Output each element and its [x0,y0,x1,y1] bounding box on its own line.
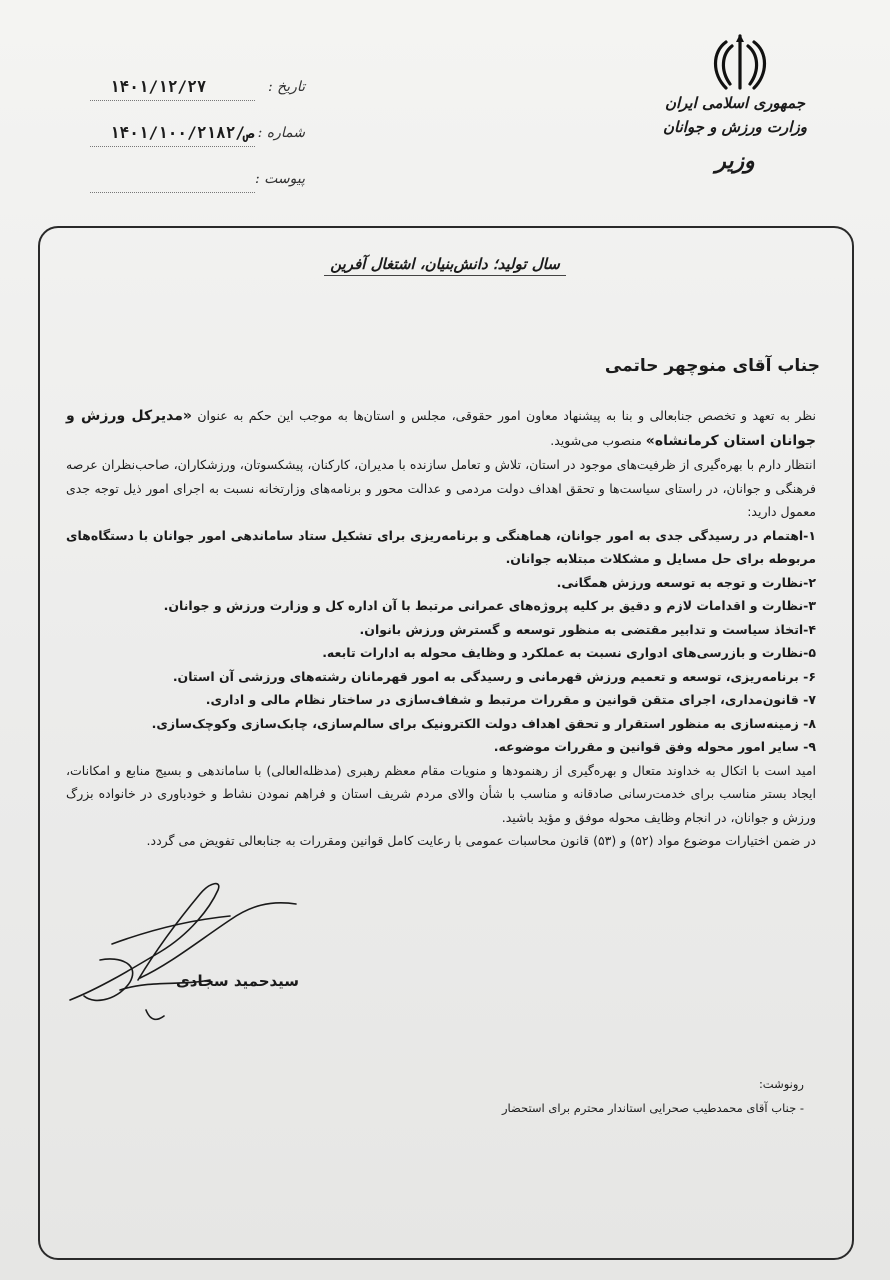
number-value: ۱۴۰۱/۱۰۰/۲۱۸۲/ص [110,123,255,142]
number-row [90,101,305,147]
attachment-label: پیوست : [255,171,305,187]
cc-line: - جناب آقای محمدطیب صحرایی استاندار محترم برای استحضار [501,1101,804,1115]
date-label: تاریخ : [267,79,305,95]
list-item: ۸- زمینه‌سازی به منظور استقرار و تحقق اهداف دولت الکترونیک برای سالم‌سازی، چابک‌سازی وکوچک‌سازی. [151,715,816,731]
date-value: ۱۴۰۱/۱۲/۲۷ [110,77,207,96]
ministry-name: وزارت ورزش و جوانان [663,118,807,136]
recipient-name: جناب آقای منوچهر حاتمی [604,356,820,376]
cc-label: رونوشت: [758,1077,804,1091]
list-item: ۱-اهتمام در رسیدگی جدی به امور جوانان، هماهنگی و برنامه‌ریزی برای تشکیل ستاد ساماندهی امور جوانان با دستگاه‌های مربوطه برای حل مسایل و مشکلات مبتلابه جوانان. [66,527,816,566]
list-item: ۲-نظارت و توجه به توسعه ورزش همگانی. [556,574,816,590]
letter-meta [90,55,305,193]
appointment-title: «مدیرکل ورزش و جوانان استان کرمانشاه» [66,408,816,449]
letter-body [66,404,816,853]
closing-paragraph: امید است با اتکال به خداوند متعال و بهره‌گیری از رهنمودها و منویات مقام معظم رهبری (مدظله‌العالی) با ساماندهی و بسیج منابع و امکانات، ایجاد بستر مناسب برای خدمت‌رسانی صادقانه و مناسب با شأن والای مردم شریف استان و فراهم نمودن نشاط و خودباوری در خانواده بزرگ ورزش و جوانان، در انجام وظایف محوله موفق و مؤید باشید. [66,762,816,825]
list-item: ۹- سایر امور محوله وفق قوانین و مقررات موضوعه. [493,739,816,754]
list-item: ۷- قانون‌مداری، اجرای متقن قوانین و مقررات مرتبط و شفاف‌سازی در ساختار نظام مالی و اداری. [205,692,816,707]
attachment-row [90,147,305,193]
carbon-copy [404,1072,804,1120]
ministry-header [660,92,810,178]
date-row [90,55,305,101]
list-item: ۳-نظارت و اقدامات لازم و دقیق بر کلیه پروژه‌های عمرانی مرتبط با آن اداره کل و وزارت ورزش و جوانان. [163,598,816,613]
list-item: ۶- برنامه‌ریزی، توسعه و تعمیم ورزش قهرمانی و رسیدگی به امور قهرمانان رشته‌های ورزشی آن استان. [172,668,816,684]
list-item: ۴-اتخاذ سیاست و تدابیر مقتضی به منظور توسعه و گسترش ورزش بانوان. [359,621,816,637]
number-label: شماره : [257,125,305,141]
year-slogan: سال تولید؛ دانش‌بنیان، اشتغال آفرین [0,255,890,273]
authority-paragraph: در ضمن اختیارات موضوع مواد (۵۲) و (۵۳) قانون محاسبات عمومی با رعایت کامل قوانین ومقررات به جنابعالی تفویض می گردد. [146,833,816,848]
list-item: ۵-نظارت و بازرسی‌های ادواری نسبت به عملکرد و وظایف محوله به ادارات تابعه. [322,645,816,660]
intro-paragraph: نظر به تعهد و تخصص جنابعالی و بنا به پیشنهاد معاون امور حقوقی، مجلس و استان‌ها به موجب این حکم به عنوان «مدیرکل ورزش و جوانان استان کرمانشاه» منصوب می‌شوید. [66,408,816,449]
signer-name: سیدحمید سجادی [176,972,300,990]
expectation-paragraph: انتظار دارم با بهره‌گیری از ظرفیت‌های موجود در استان، تلاش و تعامل سازنده با مدیران، کارکنان، پیشکسوتان، ورزشکاران، صاحب‌نظران عرصه فرهنگی و جوانان، در راستای سیاست‌ها و تحقق اهداف دولت مردمی و عدالت محور و برنامه‌های وزارتخانه نسبت به اجرای امور ذیل توجه جدی معمول دارید: [66,457,816,519]
handwritten-signature [60,860,320,1060]
iran-emblem-icon [708,30,772,94]
country-name: جمهوری اسلامی ایران [664,94,806,112]
position-title: وزیر [715,148,755,174]
